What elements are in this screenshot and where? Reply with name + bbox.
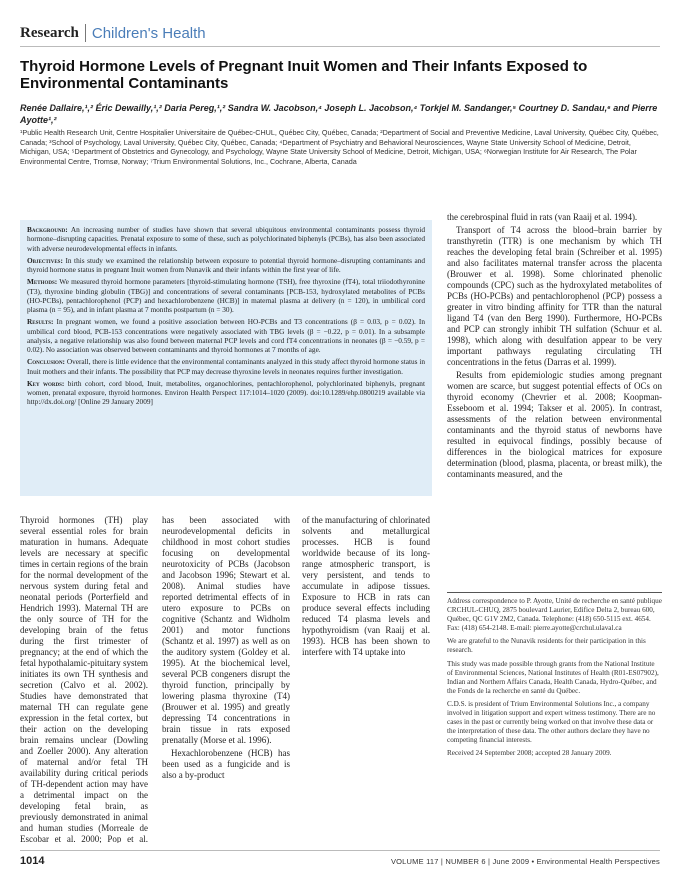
abstract-keywords-text: birth cohort, cord blood, Inuit, metabolites, organochlorines, pentachlorophenol, polychlorinated biphenyls, pregnant women, prenatal exposure, thyroid hormones. Environ Health Perspect 117:1014–1020 (2009). doi:10.1289/ehp.0800219 available via http://dx.doi.org/ [Online 29 January 2009] <box>27 378 425 407</box>
body-column-4 <box>447 212 662 577</box>
header-rule <box>20 46 660 47</box>
footer-rule <box>20 850 660 851</box>
abstract-objective-heading: Objectives: <box>27 255 63 265</box>
abstract-results <box>27 317 425 354</box>
received-date: Received 24 September 2008; accepted 28 January 2009. <box>447 749 612 758</box>
abstract-methods-text: We measured thyroid hormone parameters [thyroid-stimulating hormone (TSH), free thyroxine (fT4), total triiodothyronine (T3), thyroxine binding globulin (TBG)] and concentrations of several contaminants [PCB-153, hydroxylated metabolites of PCBs (HO-PCBs), pentachlorophenol (PCP) and hexachlorobenzene (HCB)] in maternal plasma at delivery (n = 120), in umbilical cord plasma (n = 95), and in infant plasma at 7 months postpartum (n = 30). <box>27 277 425 314</box>
body-paragraph: has been associated with neurodevelopmental deficits in childhood in most cohort studies focusing on developmental neurotoxicity of PCBs (Jacobson and Jacobson 1996; Stewart et al. 2008). Animal studies have reported detrimental effects of in utero exposure to PCBs on cognitive (Schantz and Widholm 2001) and motor functions (Schantz et al. 1997) as well as on the auditory system (Goldey et al. 1995). At the biochemical level, several PCB congeners disrupt the thyroid function, principally by lowering plasma thyroxine (T4) (Brouwer et al. 1995) and greatly depressing T4 concentrations in brain tissue in rats exposed prenatally (Morse et al. 1996). <box>162 515 290 745</box>
section-header <box>20 22 206 44</box>
article-title: Thyroid Hormone Levels of Pregnant Inuit Women and Their Infants Exposed to Environmental Contaminants <box>20 58 588 92</box>
body-paragraph: Transport of T4 across the blood–brain barrier by transthyretin (TTR) is one mechanism by which TH reaches the developing fetal brain (Schreiber et al. 1995) and also facilitates maternal transfer across the placenta (Brouwer et al. 1998). Some chlorinated phenolic compounds (CPC) such as the hydroxylated metabolites of PCBs (HO-PCBs) and pentachlorophenol (PCP) possess a greater in vitro binding affinity for TTR than the natural ligand T4 (van den Berg 1990). Furthermore, HO-PCBs and PCP can strongly inhibit TH sulfation (Schuur et al. 1998), which along with desulfation appear to be very important pathways regulating circulating TH concentrations in the fetus (Darras et al. 1999). <box>447 225 662 367</box>
body-column-3 <box>302 515 430 843</box>
funding-note: This study was made possible through grants from the National Institute of Environmental Sciences, National Institutes of Health (R01-ES07902), Indian and Northern Affairs Canada, Health Canada, Hydro-Québec, and the Fonds de la recherche en santé du Québec. <box>447 659 659 695</box>
affiliations: ¹Public Health Research Unit, Centre Hospitalier Universitaire de Québec-CHUL, Québec City, Québec, Canada; ²Department of Social and Preventive Medicine, Laval University, Québec City, Québec, Canada; ³School of Psychology, Laval University, Québec City, Québec, Canada; ⁴Department of Psychiatry and Behavioral Neurosciences, Wayne State University School of Medicine, Detroit, Michigan, USA; ⁵Department of Obstetrics and Gynecology, and Psychology, Wayne State University School of Medicine, Detroit, Michigan, USA; ⁶Norwegian Institute for Air Research, The Polar Environmental Centre, Tromsø, Norway; ⁷Trium Environmental Solutions, Inc., Cochrane, Alberta, Canada <box>20 128 659 166</box>
abstract-keywords-heading: Key words: <box>27 378 65 388</box>
body-paragraph: the cerebrospinal fluid in rats (van Raaij et al. 1994). <box>447 212 638 222</box>
acknowledgment: We are grateful to the Nunavik residents for their participation in this research. <box>447 637 646 655</box>
body-column-2 <box>162 515 290 843</box>
body-column-1 <box>20 515 148 843</box>
abstract-methods <box>27 277 425 314</box>
competing-interests: C.D.S. is president of Trium Environmental Solutions Inc., a company involved in litigation support and expert witness testimony. There are no cases in the past or currently being worked on that involve these data or the interpretation of these data. The other authors declare they have no competing financial interests. <box>447 699 656 745</box>
abstract-background-heading: Background: <box>27 225 68 234</box>
abstract-conclusion-text: Overall, there is little evidence that the environmental contaminants analyzed in this study affect thyroid hormone status in Inuit mothers and their infants. The possibility that PCP may decrease thyroxine levels in neonates requires further investigation. <box>27 357 425 376</box>
abstract-results-heading: Results: <box>27 317 54 327</box>
abstract-objective-text: In this study we examined the relationship between exposure to potential thyroid hormone–disrupting contaminants and thyroid hormone status in pregnant Inuit women from Nunavik and their infants within the first year of life. <box>27 255 425 274</box>
abstract-background <box>27 225 425 253</box>
body-paragraph: Thyroid hormones (TH) play several essential roles for brain maturation in humans. Adequate levels are necessary at specific times in certain regions of the brain for the normal development of the nervous system during fetal and neonatal periods (Porterfield and Hendrich 1993). Maternal TH are the only source of TH for the developing brain of the fetus during the first trimester of pregnancy; at the end of which the fetal hypothalamic-pituitary system initiates its own TH synthesis and secretion (Calvo et al. 2002). Studies have demonstrated that maternal TH can regulate gene expression in the fetal cortex, but their action on the developing brain remains unclear (Dowling and Zoeller 2000). Any alteration of maternal and/or fetal TH availability during critical periods of TH-dependent action may have a detrimental impact on the developing fetal brain, as previously demonstrated in animal and human studies (Morreale de Escobar et al. 2000; Pop et al. <box>20 515 148 843</box>
abstract-conclusion <box>27 357 425 376</box>
abstract-background-text: An increasing number of studies have shown that several ubiquitous environmental contaminants possess thyroid hormone–disrupting capacities. Prenatal exposure to some of these, such as polychlorinated biphenyls (PCBs), has also been associated with adverse neurodevelopmental effects in infants. <box>27 225 426 253</box>
abstract-results-text: In pregnant women, we found a positive association between HO-PCBs and T3 concentrations (β = 0.03, p = 0.02). In umbilical cord blood, PCB-153 concentrations were negatively associated with TBG levels (β = −0.22, p = 0.01). In a subsample analysis, a negative relationship was also found between maternal PCP levels and cord fT4 concentrations in neonates (β = −0.59, p = 0.02). No association was observed between contaminants and thyroid hormones at 7 months of age. <box>27 317 426 354</box>
body-paragraph: Results from epidemiologic studies among pregnant women are scarce, but suggest potential effects of OCs on thyroid economy (Chevrier et al. 2008; Koopman-Esseboom et al. 1994; Takser et al. 2005). In contrast, assessments of the relation between environmental contaminants and the thyroid status of newborns have resulted in equivocal findings, possibly because of differences in the biological matrices for exposure determination (blood, plasma, placenta, or breast milk), the contaminants measured, and the <box>447 370 662 479</box>
abstract-objective <box>27 256 425 275</box>
body-paragraph: of the manufacturing of chlorinated solvents and metallurgical processes. HCB is found worldwide because of its long-range atmospheric transport, is very persistent, and tends to accumulate in adipose tissues. Exposure to HCB in rats can produce several effects including reduced T4 plasma levels and hypothyroidism (van Raaij et al. 1993). HCB has been shown to interfere with T4 uptake into <box>302 515 430 657</box>
correspondence-box <box>447 592 662 847</box>
author-list: Renée Dallaire,¹,² Éric Dewailly,¹,² Daria Pereg,¹,² Sandra W. Jacobson,⁴ Joseph L. Jacobson,⁴ Torkjel M. Sandanger,⁵ Courtney D. Sandau,⁶ and Pierre Ayotte¹,² <box>20 103 658 125</box>
page-number: 1014 <box>20 855 45 867</box>
abstract-box <box>20 220 432 496</box>
abstract-keywords <box>27 379 425 407</box>
body-paragraph: Hexachlorobenzene (HCB) has been used as a fungicide and is also a by-product <box>162 748 290 780</box>
section-name: Children's Health <box>91 24 206 42</box>
abstract-conclusion-heading: Conclusion: <box>27 357 65 367</box>
header-divider <box>85 24 86 42</box>
section-label: Research <box>20 24 79 41</box>
abstract-methods-heading: Methods: <box>27 277 58 287</box>
journal-info: VOLUME 117 | NUMBER 6 | June 2009 • Environmental Health Perspectives <box>390 857 660 866</box>
correspondence-address: Address correspondence to P. Ayotte, Unité de recherche en santé publique CRCHUL-CHUQ, 2875 boulevard Laurier, Edifice Delta 2, bureau 600, Québec, QC G1V 2M2, Canada. Telephone: (418) 650-5115 ext. 4654. Fax: (418) 654-2148. E-mail: pierre.ayotte@crchul.ulaval.ca <box>447 597 662 633</box>
